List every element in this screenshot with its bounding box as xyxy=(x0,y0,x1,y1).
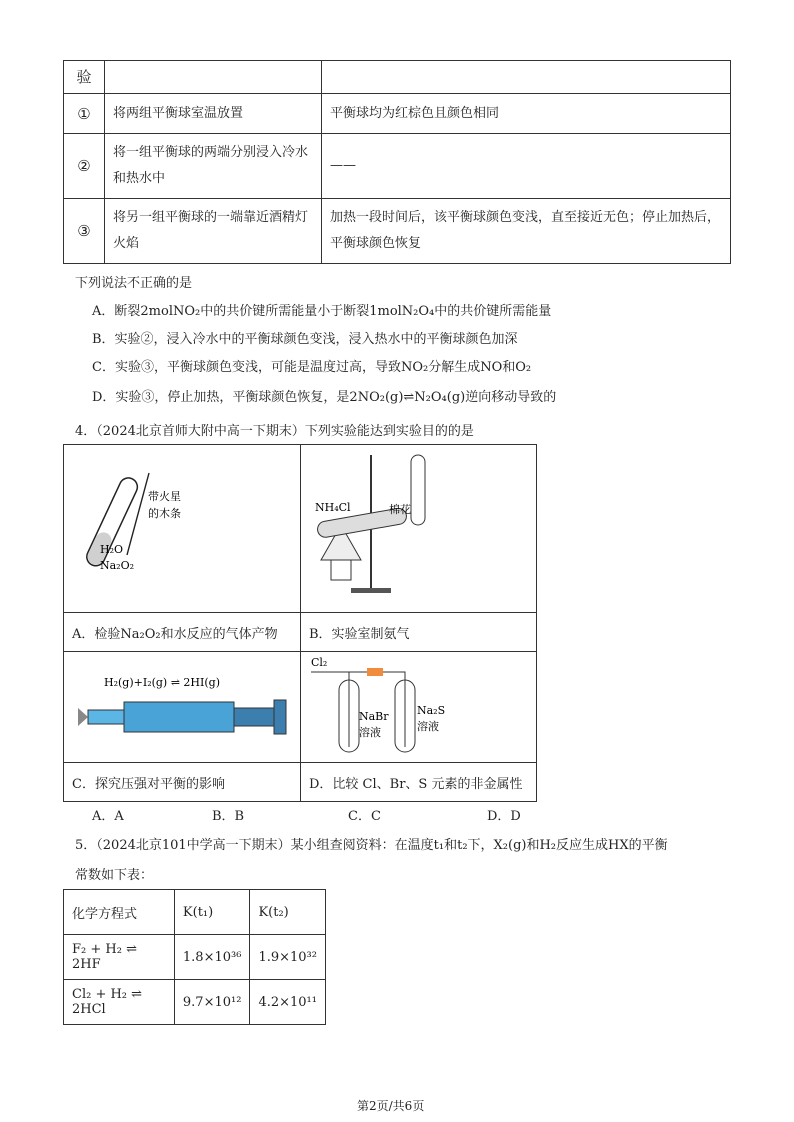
table-cell: 9.7×10¹² xyxy=(174,980,250,1025)
table-header: K(t₂) xyxy=(250,890,326,935)
row-number: ② xyxy=(64,134,105,199)
caption-d: D．比较 Cl、Br、S 元素的非金属性 xyxy=(300,763,536,802)
table-row xyxy=(64,980,326,1025)
figure-c xyxy=(64,652,301,763)
table-cell: 1.9×10³² xyxy=(250,935,326,980)
table-cell: Cl₂ + H₂ ⇌ 2HCl xyxy=(64,980,175,1025)
label-water: H₂O xyxy=(100,543,124,556)
figure-b xyxy=(300,445,536,613)
experiment-table xyxy=(63,60,731,264)
halogen-comparison-diagram xyxy=(301,652,538,760)
label-nabr: NaBr xyxy=(358,710,389,723)
operation-cell: 将另一组平衡球的一端靠近酒精灯火焰 xyxy=(105,199,322,264)
test-tube-diagram xyxy=(64,445,301,610)
table-cell xyxy=(322,61,731,94)
phenomenon-cell: 平衡球均为红棕色且颜色相同 xyxy=(322,94,731,134)
figure-d xyxy=(300,652,536,763)
question-stem: 5．（2024北京101中学高一下期末）某小组查阅资料：在温度t₁和t₂下，X₂(g)和H₂反应生成HX的平衡 xyxy=(75,838,668,853)
table-row xyxy=(64,199,731,264)
label-equation: H₂(g)+I₂(g) ⇌ 2HI(g) xyxy=(104,676,220,689)
table-cell: F₂ + H₂ ⇌ 2HF xyxy=(64,935,175,980)
table-row xyxy=(64,134,731,199)
label-nh4cl: NH₄Cl xyxy=(314,501,351,514)
label-solution2: 溶液 xyxy=(416,720,439,733)
caption-a: A．检验Na₂O₂和水反应的气体产物 xyxy=(64,613,301,652)
phenomenon-cell: 加热一段时间后，该平衡球颜色变浅，直至接近无色；停止加热后，平衡球颜色恢复 xyxy=(322,199,731,264)
table-header-row xyxy=(64,890,326,935)
phenomenon-cell: —— xyxy=(322,134,731,199)
question-stem: 下列说法不正确的是 xyxy=(75,276,193,291)
label-cotton: 棉花 xyxy=(388,503,411,516)
label-cl2: Cl₂ xyxy=(310,656,328,669)
option-a: A．断裂2molNO₂中的共价键所需能量小于断裂1molN₂O₄中的共价键所需能量 xyxy=(92,304,552,319)
question-stem-cont: 常数如下表： xyxy=(75,868,154,883)
label-na2s: Na₂S xyxy=(416,704,446,717)
table-row xyxy=(64,935,326,980)
operation-cell: 将一组平衡球的两端分别浸入冷水和热水中 xyxy=(105,134,322,199)
table-cell xyxy=(105,61,322,94)
choice-b: B．B xyxy=(212,809,245,824)
ammonia-apparatus-diagram xyxy=(301,445,538,610)
choice-c: C．C xyxy=(348,809,381,824)
row-number: ① xyxy=(64,94,105,134)
table-header: K(t₁) xyxy=(174,890,250,935)
option-d: D．实验③，停止加热，平衡球颜色恢复，是2NO₂(g)⇌N₂O₄(g)逆向移动导致的 xyxy=(92,390,557,405)
table-header: 化学方程式 xyxy=(64,890,175,935)
label-na2o2: Na₂O₂ xyxy=(100,559,135,572)
label-splint1: 带火星 xyxy=(148,490,181,503)
option-b: B．实验②，浸入冷水中的平衡球颜色变浅，浸入热水中的平衡球颜色加深 xyxy=(92,332,518,347)
table-cell: 验 xyxy=(64,61,105,94)
option-c: C．实验③，平衡球颜色变浅，可能是温度过高，导致NO₂分解生成NO和O₂ xyxy=(92,360,532,375)
table-cell: 4.2×10¹¹ xyxy=(250,980,326,1025)
choice-a: A．A xyxy=(92,809,124,824)
choice-d: D．D xyxy=(487,809,521,824)
caption-b: B．实验室制氨气 xyxy=(300,613,536,652)
experiment-figure-table xyxy=(63,444,537,802)
figure-a xyxy=(64,445,301,613)
caption-c: C．探究压强对平衡的影响 xyxy=(64,763,301,802)
question-stem: 4．（2024北京首师大附中高一下期末）下列实验能达到实验目的的是 xyxy=(75,424,474,439)
row-number: ③ xyxy=(64,199,105,264)
label-splint2: 的木条 xyxy=(148,507,181,520)
label-solution1: 溶液 xyxy=(358,726,381,739)
table-row xyxy=(64,61,731,94)
equilibrium-constant-table xyxy=(63,889,326,1025)
page-footer: 第2页/共6页 xyxy=(357,1099,425,1113)
syringe-diagram xyxy=(64,652,301,760)
table-row xyxy=(64,94,731,134)
operation-cell: 将两组平衡球室温放置 xyxy=(105,94,322,134)
table-cell: 1.8×10³⁶ xyxy=(174,935,250,980)
